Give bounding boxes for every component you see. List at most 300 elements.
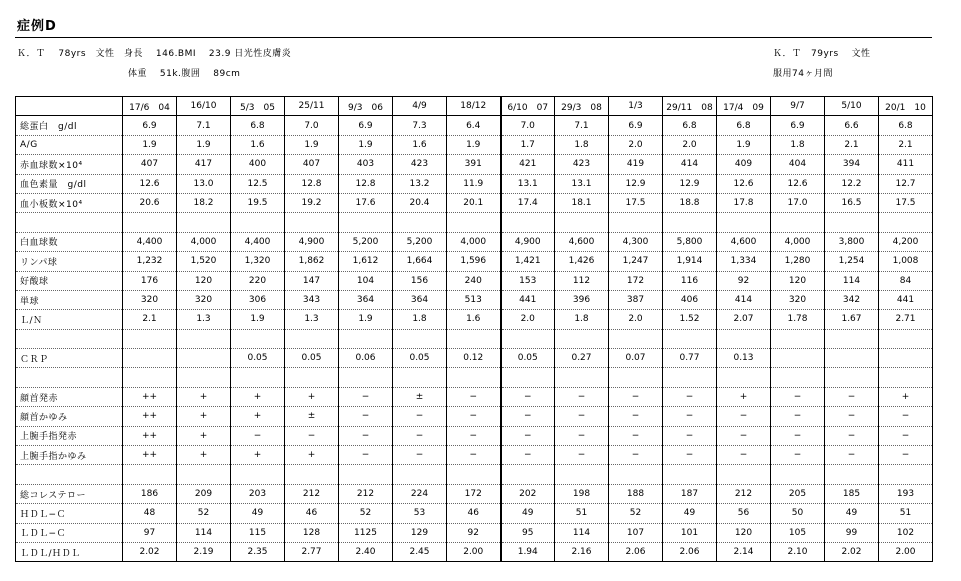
value-cell xyxy=(663,213,717,232)
value-cell: 20.4 xyxy=(393,193,447,212)
value-cell: + xyxy=(231,446,285,465)
value-cell xyxy=(231,213,285,232)
value-cell xyxy=(879,213,933,232)
value-cell: + xyxy=(231,387,285,406)
value-cell: 19.5 xyxy=(231,193,285,212)
value-cell: 114 xyxy=(825,271,879,290)
date-header: 16/10 xyxy=(177,97,231,116)
date-header: 25/11 xyxy=(285,97,339,116)
value-cell: 11.9 xyxy=(447,174,501,193)
value-cell: 320 xyxy=(771,290,825,309)
value-cell xyxy=(771,465,825,484)
value-cell: 364 xyxy=(393,290,447,309)
value-cell: 51 xyxy=(879,504,933,523)
value-cell xyxy=(609,368,663,387)
value-cell: + xyxy=(177,407,231,426)
date-header: 29/3 08 xyxy=(555,97,609,116)
date-header: 5/3 05 xyxy=(231,97,285,116)
value-cell: 1.8 xyxy=(555,310,609,329)
value-cell: 17.8 xyxy=(717,193,771,212)
value-cell: 320 xyxy=(123,290,177,309)
value-cell: 220 xyxy=(231,271,285,290)
row-label: A/G xyxy=(16,135,123,154)
value-cell xyxy=(501,329,555,348)
value-cell: 1,280 xyxy=(771,252,825,271)
value-cell: 414 xyxy=(717,290,771,309)
value-cell: − xyxy=(717,446,771,465)
value-cell: 13.1 xyxy=(501,174,555,193)
value-cell: + xyxy=(177,426,231,445)
value-cell: 1,664 xyxy=(393,252,447,271)
value-cell xyxy=(447,368,501,387)
value-cell xyxy=(663,465,717,484)
value-cell: − xyxy=(717,407,771,426)
value-cell: 2.0 xyxy=(663,135,717,154)
value-cell: 414 xyxy=(663,155,717,174)
value-cell: 1125 xyxy=(339,523,393,542)
row-label: Ｌ/Ｎ xyxy=(16,310,123,329)
value-cell xyxy=(879,349,933,368)
value-cell: 101 xyxy=(663,523,717,542)
value-cell: 52 xyxy=(609,504,663,523)
value-cell: 2.10 xyxy=(771,542,825,561)
value-cell xyxy=(663,368,717,387)
value-cell: 202 xyxy=(501,484,555,503)
value-cell: − xyxy=(663,407,717,426)
value-cell: 114 xyxy=(177,523,231,542)
value-cell: 2.40 xyxy=(339,542,393,561)
value-cell: 4,400 xyxy=(231,232,285,251)
table-row xyxy=(16,484,933,503)
date-header: 17/6 04 xyxy=(123,97,177,116)
value-cell: 51 xyxy=(555,504,609,523)
value-cell: 6.9 xyxy=(609,116,663,135)
value-cell: 209 xyxy=(177,484,231,503)
spacer-row xyxy=(16,368,933,387)
value-cell: 1.7 xyxy=(501,135,555,154)
table-row xyxy=(16,271,933,290)
row-label: 白血球数 xyxy=(16,232,123,251)
value-cell: 404 xyxy=(771,155,825,174)
value-cell: − xyxy=(447,387,501,406)
value-cell xyxy=(123,368,177,387)
value-cell: 6.8 xyxy=(717,116,771,135)
value-cell: − xyxy=(501,407,555,426)
value-cell xyxy=(231,465,285,484)
value-cell: 0.06 xyxy=(339,349,393,368)
value-cell: 97 xyxy=(123,523,177,542)
value-cell: − xyxy=(393,446,447,465)
table-row xyxy=(16,252,933,271)
value-cell: 1,254 xyxy=(825,252,879,271)
patient-info-left-line2: 体重 51k.腹囲 89cm xyxy=(128,69,241,79)
value-cell xyxy=(825,368,879,387)
value-cell: 419 xyxy=(609,155,663,174)
value-cell: 17.5 xyxy=(609,193,663,212)
value-cell: 17.0 xyxy=(771,193,825,212)
row-label: 顔首かゆみ xyxy=(16,407,123,426)
value-cell xyxy=(231,329,285,348)
value-cell xyxy=(123,349,177,368)
value-cell: 0.13 xyxy=(717,349,771,368)
value-cell xyxy=(717,213,771,232)
patient-info-left-line1: Ｋ．Ｔ 78yrs 文性 身長 146.BMI 23.9 日光性皮膚炎 xyxy=(17,49,292,59)
date-header: 9/3 06 xyxy=(339,97,393,116)
value-cell xyxy=(285,213,339,232)
value-cell: 2.77 xyxy=(285,542,339,561)
value-cell: − xyxy=(501,387,555,406)
value-cell: 128 xyxy=(285,523,339,542)
value-cell: 2.0 xyxy=(609,135,663,154)
value-cell: 114 xyxy=(555,523,609,542)
row-label: リンパ球 xyxy=(16,252,123,271)
value-cell: − xyxy=(663,426,717,445)
value-cell xyxy=(339,213,393,232)
value-cell: 2.14 xyxy=(717,542,771,561)
value-cell: 1.78 xyxy=(771,310,825,329)
value-cell: 417 xyxy=(177,155,231,174)
value-cell: 156 xyxy=(393,271,447,290)
value-cell: 2.06 xyxy=(609,542,663,561)
value-cell: 411 xyxy=(879,155,933,174)
value-cell xyxy=(447,465,501,484)
value-cell: 2.71 xyxy=(879,310,933,329)
value-cell: 5,200 xyxy=(393,232,447,251)
table-row xyxy=(16,310,933,329)
value-cell: 4,600 xyxy=(717,232,771,251)
value-cell: 342 xyxy=(825,290,879,309)
value-cell: 92 xyxy=(447,523,501,542)
value-cell: 205 xyxy=(771,484,825,503)
value-cell: 12.2 xyxy=(825,174,879,193)
value-cell: − xyxy=(447,446,501,465)
value-cell: 6.8 xyxy=(879,116,933,135)
value-cell: − xyxy=(825,426,879,445)
value-cell xyxy=(231,368,285,387)
value-cell: 49 xyxy=(501,504,555,523)
value-cell: 1.9 xyxy=(339,135,393,154)
value-cell: 4,400 xyxy=(123,232,177,251)
value-cell: 4,000 xyxy=(771,232,825,251)
value-cell: − xyxy=(879,446,933,465)
value-cell: 4,900 xyxy=(285,232,339,251)
date-header: 20/1 10 xyxy=(879,97,933,116)
corner-cell xyxy=(16,97,123,116)
value-cell: 391 xyxy=(447,155,501,174)
value-cell xyxy=(717,368,771,387)
value-cell: 306 xyxy=(231,290,285,309)
value-cell: + xyxy=(285,446,339,465)
header-row xyxy=(16,97,933,116)
value-cell xyxy=(555,465,609,484)
value-cell xyxy=(825,349,879,368)
value-cell: 0.05 xyxy=(393,349,447,368)
value-cell: − xyxy=(609,446,663,465)
value-cell: − xyxy=(285,426,339,445)
value-cell: 92 xyxy=(717,271,771,290)
value-cell: 7.3 xyxy=(393,116,447,135)
value-cell: 16.5 xyxy=(825,193,879,212)
value-cell: − xyxy=(663,387,717,406)
table-row xyxy=(16,174,933,193)
value-cell: − xyxy=(339,426,393,445)
value-cell: 513 xyxy=(447,290,501,309)
value-cell: 6.9 xyxy=(771,116,825,135)
value-cell: 1.67 xyxy=(825,310,879,329)
value-cell: 1,520 xyxy=(177,252,231,271)
value-cell: 1,247 xyxy=(609,252,663,271)
value-cell: − xyxy=(825,407,879,426)
value-cell: 0.05 xyxy=(285,349,339,368)
page-title: 症例D xyxy=(17,19,57,34)
value-cell: 115 xyxy=(231,523,285,542)
value-cell: + xyxy=(177,387,231,406)
lab-results-table xyxy=(15,96,933,562)
value-cell: 18.8 xyxy=(663,193,717,212)
value-cell: 46 xyxy=(285,504,339,523)
value-cell: 320 xyxy=(177,290,231,309)
value-cell: 1,320 xyxy=(231,252,285,271)
value-cell: 147 xyxy=(285,271,339,290)
value-cell xyxy=(339,329,393,348)
spacer-row xyxy=(16,213,933,232)
value-cell: 52 xyxy=(177,504,231,523)
value-cell xyxy=(879,329,933,348)
date-header: 4/9 xyxy=(393,97,447,116)
value-cell: 187 xyxy=(663,484,717,503)
row-label: 血小板数×10⁴ xyxy=(16,193,123,212)
value-cell xyxy=(447,213,501,232)
value-cell: 1.6 xyxy=(393,135,447,154)
value-cell: 48 xyxy=(123,504,177,523)
value-cell: 7.0 xyxy=(285,116,339,135)
date-header: 6/10 07 xyxy=(501,97,555,116)
value-cell: 2.00 xyxy=(447,542,501,561)
value-cell: 421 xyxy=(501,155,555,174)
value-cell: ++ xyxy=(123,387,177,406)
table-row xyxy=(16,290,933,309)
row-label xyxy=(16,329,123,348)
value-cell: 18.1 xyxy=(555,193,609,212)
value-cell: 1.8 xyxy=(393,310,447,329)
value-cell: 7.1 xyxy=(177,116,231,135)
value-cell: − xyxy=(771,407,825,426)
value-cell: − xyxy=(879,426,933,445)
value-cell: 53 xyxy=(393,504,447,523)
value-cell: 13.0 xyxy=(177,174,231,193)
value-cell: 2.35 xyxy=(231,542,285,561)
value-cell: 52 xyxy=(339,504,393,523)
value-cell: 4,000 xyxy=(177,232,231,251)
value-cell: − xyxy=(609,387,663,406)
value-cell: − xyxy=(771,426,825,445)
value-cell: 1.9 xyxy=(339,310,393,329)
value-cell: 12.8 xyxy=(339,174,393,193)
value-cell: 1.6 xyxy=(231,135,285,154)
row-label xyxy=(16,465,123,484)
value-cell: 19.2 xyxy=(285,193,339,212)
value-cell: 99 xyxy=(825,523,879,542)
value-cell xyxy=(771,349,825,368)
value-cell: 105 xyxy=(771,523,825,542)
value-cell: 441 xyxy=(879,290,933,309)
value-cell: 2.45 xyxy=(393,542,447,561)
value-cell: 0.07 xyxy=(609,349,663,368)
value-cell xyxy=(501,368,555,387)
value-cell xyxy=(123,329,177,348)
value-cell: 212 xyxy=(717,484,771,503)
value-cell: 46 xyxy=(447,504,501,523)
table-row xyxy=(16,193,933,212)
value-cell: 107 xyxy=(609,523,663,542)
value-cell: 407 xyxy=(285,155,339,174)
date-header: 29/11 08 xyxy=(663,97,717,116)
value-cell: + xyxy=(231,407,285,426)
value-cell: − xyxy=(555,387,609,406)
value-cell: ± xyxy=(285,407,339,426)
value-cell xyxy=(501,213,555,232)
table-row xyxy=(16,116,933,135)
table-row xyxy=(16,523,933,542)
value-cell: 17.4 xyxy=(501,193,555,212)
value-cell: 6.9 xyxy=(339,116,393,135)
value-cell: − xyxy=(339,407,393,426)
row-label: ＣＲＰ xyxy=(16,349,123,368)
spacer-row xyxy=(16,465,933,484)
value-cell: − xyxy=(825,446,879,465)
table-row xyxy=(16,387,933,406)
value-cell xyxy=(285,368,339,387)
value-cell: 441 xyxy=(501,290,555,309)
date-header: 5/10 xyxy=(825,97,879,116)
value-cell: 18.2 xyxy=(177,193,231,212)
value-cell xyxy=(393,213,447,232)
value-cell: − xyxy=(339,446,393,465)
value-cell: − xyxy=(501,426,555,445)
value-cell xyxy=(717,329,771,348)
value-cell xyxy=(771,213,825,232)
value-cell: 3,800 xyxy=(825,232,879,251)
value-cell: 212 xyxy=(339,484,393,503)
value-cell: 407 xyxy=(123,155,177,174)
value-cell: 50 xyxy=(771,504,825,523)
table-row xyxy=(16,135,933,154)
value-cell xyxy=(177,465,231,484)
value-cell: 49 xyxy=(663,504,717,523)
value-cell xyxy=(879,368,933,387)
value-cell xyxy=(393,329,447,348)
date-header: 1/3 xyxy=(609,97,663,116)
value-cell: 403 xyxy=(339,155,393,174)
value-cell: − xyxy=(501,446,555,465)
value-cell: − xyxy=(609,407,663,426)
value-cell: 2.00 xyxy=(879,542,933,561)
value-cell: 4,000 xyxy=(447,232,501,251)
value-cell: 5,800 xyxy=(663,232,717,251)
row-label: 上腕手指かゆみ xyxy=(16,446,123,465)
value-cell: + xyxy=(285,387,339,406)
value-cell: 2.0 xyxy=(501,310,555,329)
value-cell: 6.6 xyxy=(825,116,879,135)
table-row xyxy=(16,446,933,465)
value-cell: 394 xyxy=(825,155,879,174)
value-cell: 423 xyxy=(555,155,609,174)
value-cell: 13.2 xyxy=(393,174,447,193)
row-label: 単球 xyxy=(16,290,123,309)
value-cell: 1,862 xyxy=(285,252,339,271)
table-row xyxy=(16,349,933,368)
value-cell xyxy=(609,465,663,484)
value-cell xyxy=(123,213,177,232)
value-cell: 2.1 xyxy=(879,135,933,154)
value-cell xyxy=(123,465,177,484)
value-cell: 396 xyxy=(555,290,609,309)
value-cell xyxy=(825,465,879,484)
row-label: ＬＤＬ−Ｃ xyxy=(16,523,123,542)
value-cell: 1,914 xyxy=(663,252,717,271)
value-cell: − xyxy=(717,426,771,445)
row-label xyxy=(16,368,123,387)
value-cell: 193 xyxy=(879,484,933,503)
value-cell: − xyxy=(825,387,879,406)
value-cell: 49 xyxy=(231,504,285,523)
date-header: 18/12 xyxy=(447,97,501,116)
value-cell: 240 xyxy=(447,271,501,290)
value-cell: 1,232 xyxy=(123,252,177,271)
row-label: 好酸球 xyxy=(16,271,123,290)
value-cell: 7.0 xyxy=(501,116,555,135)
value-cell: 2.07 xyxy=(717,310,771,329)
value-cell: 172 xyxy=(609,271,663,290)
value-cell: 12.8 xyxy=(285,174,339,193)
value-cell xyxy=(501,465,555,484)
value-cell: + xyxy=(879,387,933,406)
value-cell: − xyxy=(609,426,663,445)
spacer-row xyxy=(16,329,933,348)
value-cell: 0.12 xyxy=(447,349,501,368)
value-cell: 56 xyxy=(717,504,771,523)
value-cell: − xyxy=(231,426,285,445)
row-label: ＨＤＬ−Ｃ xyxy=(16,504,123,523)
value-cell xyxy=(879,465,933,484)
value-cell: 1.9 xyxy=(717,135,771,154)
value-cell: 104 xyxy=(339,271,393,290)
value-cell: − xyxy=(555,426,609,445)
value-cell xyxy=(555,329,609,348)
value-cell: − xyxy=(393,426,447,445)
table-row xyxy=(16,426,933,445)
value-cell: 20.1 xyxy=(447,193,501,212)
value-cell: − xyxy=(771,446,825,465)
value-cell xyxy=(663,329,717,348)
value-cell xyxy=(771,368,825,387)
value-cell: − xyxy=(555,446,609,465)
value-cell xyxy=(177,349,231,368)
value-cell: + xyxy=(717,387,771,406)
table-row xyxy=(16,232,933,251)
value-cell: 1.9 xyxy=(177,135,231,154)
value-cell xyxy=(609,329,663,348)
row-label: 総コレステロー xyxy=(16,484,123,503)
date-header: 17/4 09 xyxy=(717,97,771,116)
value-cell: 120 xyxy=(771,271,825,290)
value-cell: 0.05 xyxy=(231,349,285,368)
patient-info-right-line1: Ｋ．Ｔ 79yrs 文性 xyxy=(773,49,871,59)
value-cell: 17.6 xyxy=(339,193,393,212)
value-cell: − xyxy=(879,407,933,426)
value-cell: 12.6 xyxy=(123,174,177,193)
value-cell: − xyxy=(771,387,825,406)
